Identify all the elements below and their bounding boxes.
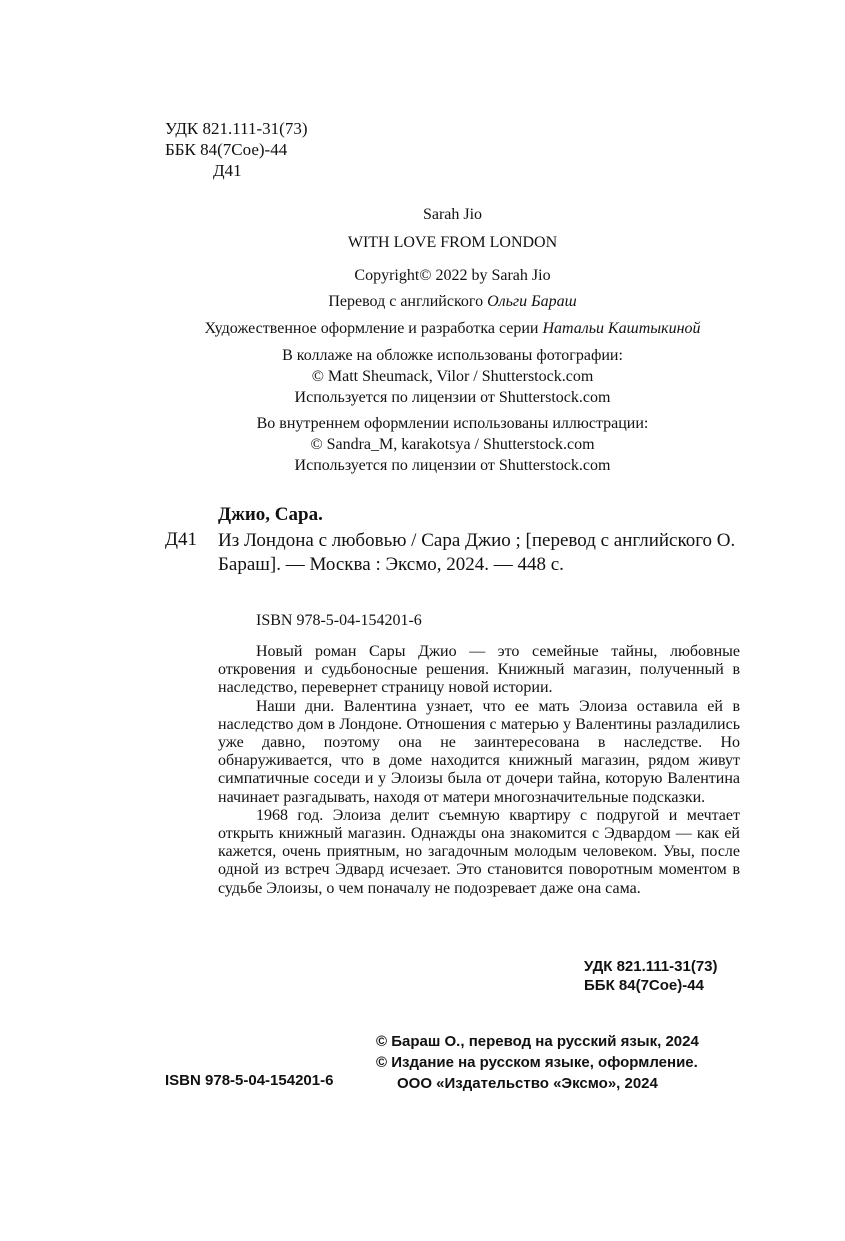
cover-credit-line: В коллаже на обложке использованы фотографии:: [282, 347, 623, 364]
original-title: WITH LOVE FROM LONDON: [347, 234, 558, 251]
annotation: [218, 643, 740, 898]
classification-codes: [165, 118, 307, 181]
author-mark: Д41: [213, 161, 242, 180]
inner-credit-line: © Sandra_M, karakotsya / Shutterstock.com: [310, 436, 595, 453]
inner-credit-line: Во внутреннем оформлении использованы иллюстрации:: [256, 415, 649, 432]
bottom-classification: [584, 957, 718, 995]
cover-credit-line: Используется по лицензии от Shutterstock.com: [294, 389, 611, 406]
annotation-paragraph: Наши дни. Валентина узнает, что ее мать Элоиза оставила ей в наследство дом в Лондоне. Отношения с матерью у Валентины разладились уже давно, поэтому она не заинтересована в наследстве. Но обнаруживается, что в доме находится книжный магазин, рядом живут симпатичные соседи и у Элоизы была от дочери тайна, которую Валентина начинает разгадывать, находя от матери многозначительные подсказки.: [218, 697, 740, 806]
bib-isbn: ISBN 978-5-04-154201-6: [256, 612, 422, 629]
cover-credit-line: © Matt Sheumack, Vilor / Shutterstock.com: [311, 368, 594, 385]
cover-photo-credits: [165, 345, 740, 408]
designer-name: Натальи Каштыкиной: [542, 320, 701, 337]
bib-description: Из Лондона с любовью / Сара Джио ; [перевод с английского О. Бараш]. — Москва : Эксмо, 2024. — 448 с.: [218, 530, 736, 575]
bottom-isbn: ISBN 978-5-04-154201-6: [165, 1072, 334, 1089]
udk-code: УДК 821.111-31(73): [165, 119, 308, 138]
translation-prefix: Перевод с английского: [328, 293, 488, 310]
inner-credit-line: Используется по лицензии от Shutterstock.com: [294, 457, 611, 474]
copyright-edition: © Издание на русском языке, оформление.: [376, 1054, 698, 1071]
translation-credit: [165, 291, 740, 312]
bottom-bbk: ББК 84(7Сое)-44: [584, 977, 704, 994]
bottom-udk: УДК 821.111-31(73): [584, 958, 718, 975]
copyright-block: [376, 1031, 699, 1094]
annotation-paragraph: 1968 год. Элоиза делит съемную квартиру с подругой и мечтает открыть книжный магазин. Однажды она знакомится с Эдвардом — как ей кажется, очень приятным, но загадочным молодым человеком. Увы, после одной из встреч Эдвард исчезает. Это становится поворотным моментом в судьбе Элоизы, о чем поначалу не подозревает даже она сама.: [218, 806, 740, 897]
bib-author: Джио, Сара.: [218, 504, 323, 525]
bbk-code: ББК 84(7Сое)-44: [165, 140, 288, 159]
design-prefix: Художественное оформление и разработка серии: [204, 320, 543, 337]
copyright-line: Copyright© 2022 by Sarah Jio: [354, 267, 551, 284]
copyright-translation: © Бараш О., перевод на русский язык, 2024: [376, 1033, 699, 1050]
original-author: Sarah Jio: [422, 206, 483, 223]
translator-name: Ольги Бараш: [487, 293, 577, 310]
annotation-paragraph: Новый роман Сары Джио — это семейные тайны, любовные откровения и судьбоносные решения. Книжный магазин, полученный в наследство, перевернет страницу новой истории.: [218, 643, 740, 697]
bib-code: Д41: [165, 529, 197, 550]
design-credit: [150, 318, 755, 339]
inner-illustration-credits: [165, 413, 740, 476]
copyright-publisher: ООО «Издательство «Эксмо», 2024: [397, 1075, 658, 1092]
